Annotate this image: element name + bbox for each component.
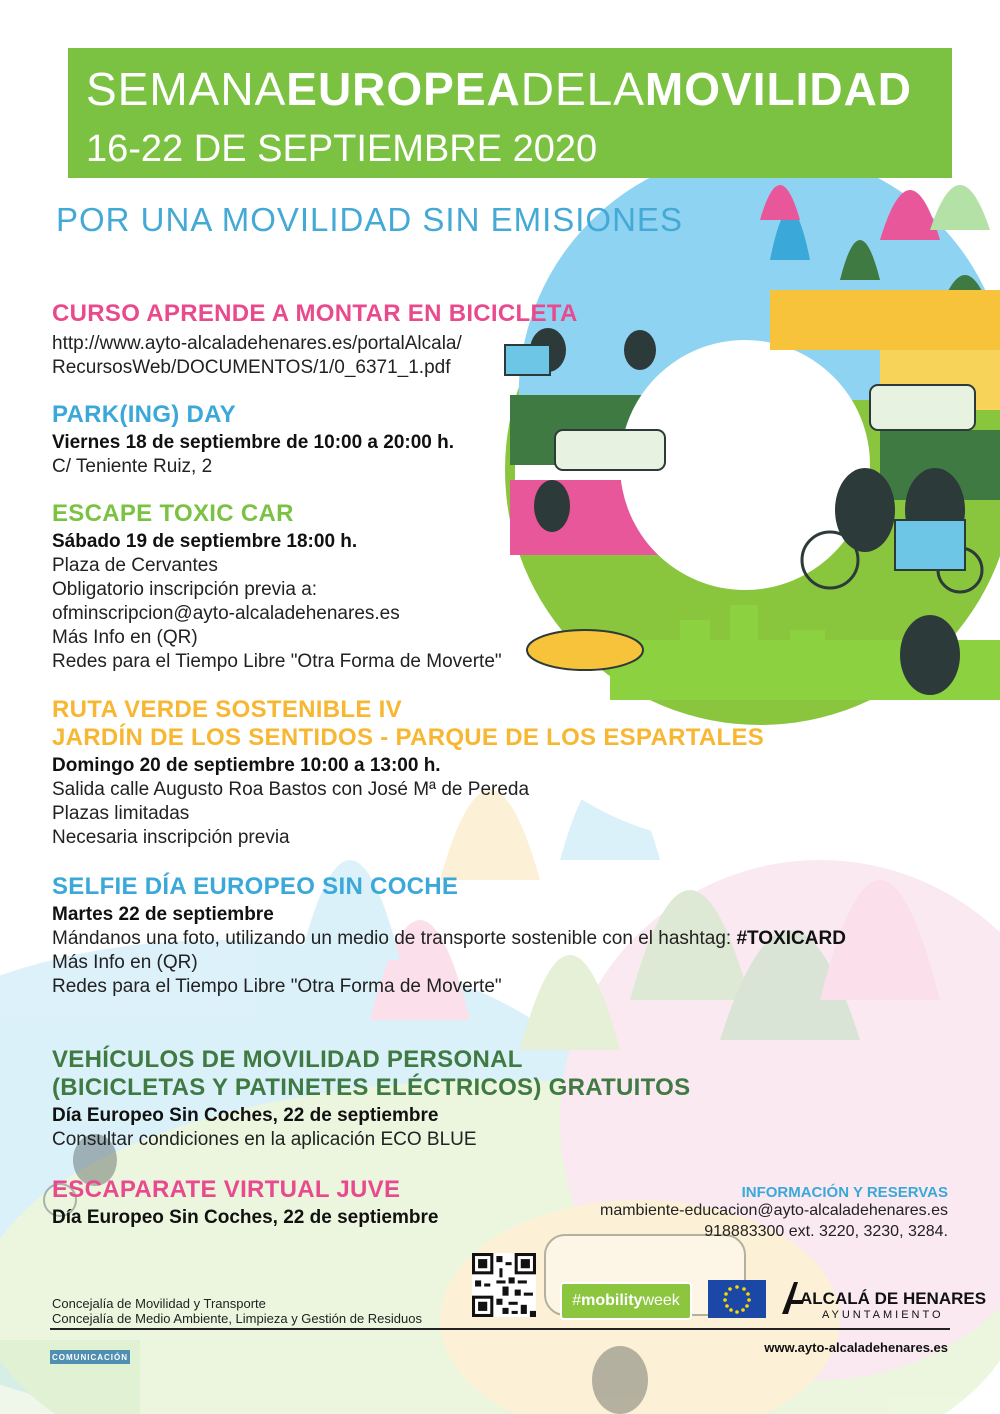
event-note: Más Info en (QR) [52, 627, 198, 648]
mobility-week-badge: # mobility week [560, 1282, 692, 1320]
event-title: RUTA VERDE SOSTENIBLE IV [52, 696, 402, 723]
event-note: Mándanos una foto, utilizando un medio de transporte sostenible con el hashtag: #TOXICARD [52, 928, 846, 949]
footer-org-2: Concejalía de Medio Ambiente, Limpieza y Gestión de Residuos [52, 1311, 422, 1326]
info-phone: 918883300 ext. 3220, 3230, 3284. [704, 1223, 948, 1240]
info-email[interactable]: mambiente-educacion@ayto-alcaladehenares.es [600, 1202, 948, 1219]
event-selfie [52, 873, 846, 999]
event-note: Consultar condiciones en la aplicación ECO BLUE [52, 1129, 477, 1150]
logo-name: ALCALÁ DE HENARES [800, 1289, 987, 1308]
event-date: Viernes 18 de septiembre de 10:00 a 20:00 h. [52, 432, 455, 453]
event-title: ESCAPARATE VIRTUAL JUVE [52, 1176, 401, 1203]
event-escaparate [52, 1176, 438, 1230]
event-date: Día Europeo Sin Coches, 22 de septiembre [52, 1105, 439, 1126]
qr-code-icon[interactable] [472, 1253, 536, 1317]
event-note: Plazas limitadas [52, 803, 190, 824]
eu-flag-icon [708, 1280, 766, 1318]
event-note: Necesaria inscripción previa [52, 827, 290, 848]
event-bike-course [52, 300, 578, 380]
event-dates: 16-22 DE SEPTIEMBRE 2020 [86, 128, 598, 170]
event-note: Redes para el Tiempo Libre "Otra Forma de Moverte" [52, 976, 502, 997]
event-date: Domingo 20 de septiembre 10:00 a 13:00 h. [52, 755, 441, 776]
event-title-2: (BICICLETAS Y PATINETES ELÉCTRICOS) GRATUITOS [52, 1074, 691, 1101]
website-link[interactable]: www.ayto-alcaladehenares.es [764, 1340, 948, 1355]
event-note: Obligatorio inscripción previa a: [52, 579, 318, 600]
event-location: Salida calle Augusto Roa Bastos con José Mª de Pereda [52, 779, 530, 800]
event-date: Martes 22 de septiembre [52, 904, 274, 925]
event-title: SELFIE DÍA EUROPEO SIN COCHE [52, 873, 459, 900]
header-banner [68, 48, 952, 178]
event-location: C/ Teniente Ruiz, 2 [52, 456, 213, 477]
main-title: SEMANAEUROPEADELAMOVILIDAD [86, 63, 913, 115]
event-escape-toxic-car [52, 500, 502, 674]
footer-divider [50, 1328, 950, 1330]
event-note: Más Info en (QR) [52, 952, 198, 973]
event-date: Día Europeo Sin Coches, 22 de septiembre [52, 1207, 439, 1228]
event-date: Sábado 19 de septiembre 18:00 h. [52, 531, 358, 552]
info-title: INFORMACIÓN Y RESERVAS [741, 1184, 948, 1201]
event-title: PARK(ING) DAY [52, 401, 236, 428]
event-title: VEHÍCULOS DE MOVILIDAD PERSONAL [52, 1046, 523, 1073]
event-ruta-verde [52, 696, 764, 850]
communication-badge: COMUNICACIÓN [50, 1350, 130, 1364]
hashtag: #TOXICARD [736, 928, 846, 949]
event-title: CURSO APRENDE A MONTAR EN BICICLETA [52, 300, 578, 327]
event-note: Redes para el Tiempo Libre "Otra Forma de Moverte" [52, 651, 502, 672]
subtitle: POR UNA MOVILIDAD SIN EMISIONES [56, 201, 683, 238]
footer-org-1: Concejalía de Movilidad y Transporte [52, 1296, 266, 1311]
event-location: Plaza de Cervantes [52, 555, 218, 576]
logo-subtitle: AYUNTAMIENTO [822, 1309, 944, 1321]
event-title: ESCAPE TOXIC CAR [52, 500, 294, 527]
event-link-line[interactable]: RecursosWeb/DOCUMENTOS/1/0_6371_1.pdf [52, 357, 451, 378]
event-vehicles [52, 1046, 690, 1152]
event-title-2: JARDÍN DE LOS SENTIDOS - PARQUE DE LOS ESPARTALES [52, 724, 765, 751]
event-parking-day [52, 401, 454, 479]
event-link-line[interactable]: http://www.ayto-alcaladehenares.es/portalAlcala/ [52, 333, 462, 354]
event-email[interactable]: ofminscripcion@ayto-alcaladehenares.es [52, 603, 400, 624]
